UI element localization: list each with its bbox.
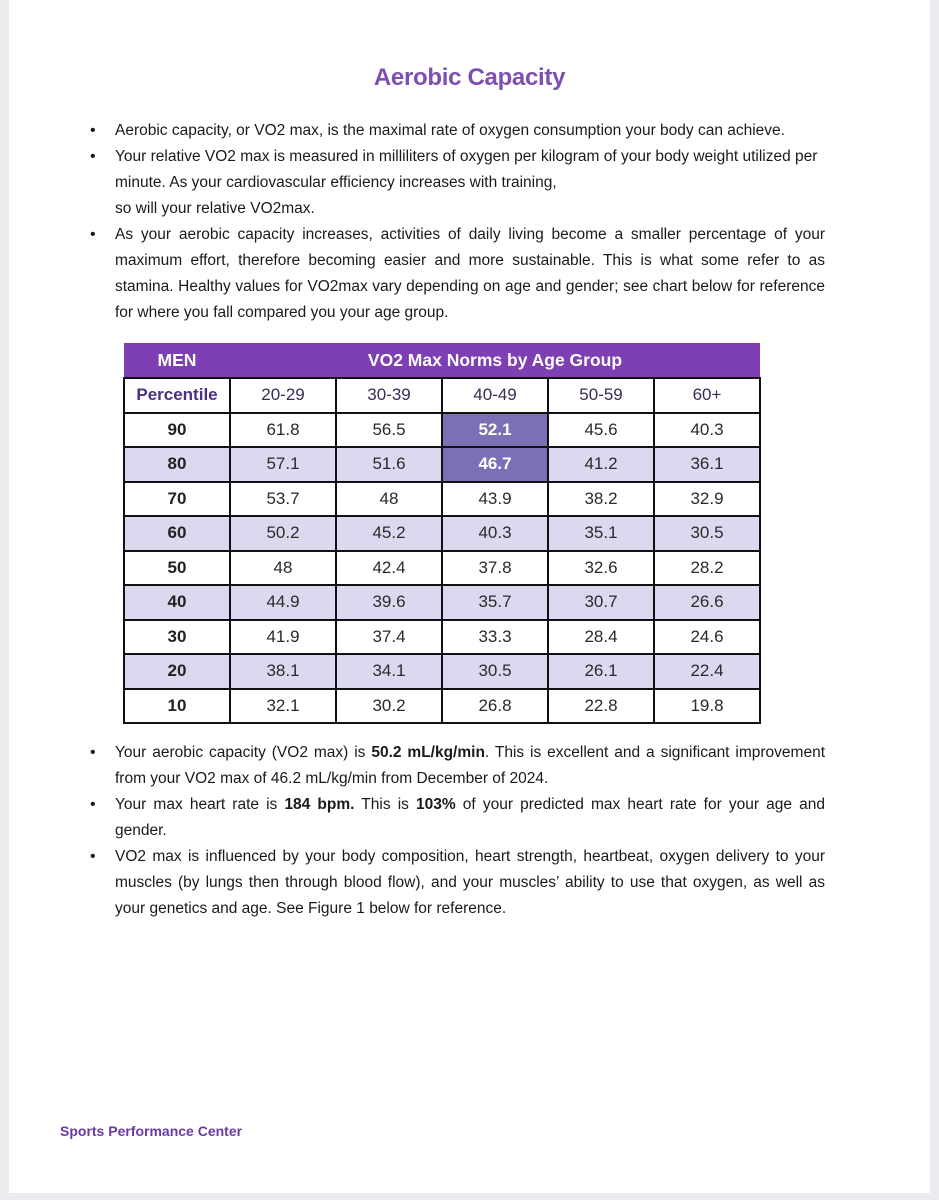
percentile-cell: 30 <box>124 620 230 655</box>
value-cell: 28.2 <box>654 551 760 586</box>
value-cell: 37.8 <box>442 551 548 586</box>
value-cell: 42.4 <box>336 551 442 586</box>
results-bullet-list <box>92 740 825 922</box>
value-cell: 19.8 <box>654 689 760 724</box>
value-cell: 37.4 <box>336 620 442 655</box>
table-row <box>124 447 760 482</box>
value-cell: 45.2 <box>336 516 442 551</box>
table-row <box>124 620 760 655</box>
value-cell: 38.1 <box>230 654 336 689</box>
value-cell: 51.6 <box>336 447 442 482</box>
value-cell: 48 <box>336 482 442 517</box>
table-row <box>124 413 760 448</box>
table-header-row <box>124 378 760 413</box>
value-cell: 26.6 <box>654 585 760 620</box>
bullet-relative-vo2-continued: so will your relative VO2max. <box>115 200 315 217</box>
percentile-cell: 40 <box>124 585 230 620</box>
value-cell: 44.9 <box>230 585 336 620</box>
value-cell: 40.3 <box>654 413 760 448</box>
bullet-relative-vo2-text: • Your relative VO2 max is measured in milliliters of oxygen per kilogram of your body weight utilized per minute. As your cardiovascular efficiency increases with training, <box>115 148 818 191</box>
percentile-cell: 50 <box>124 551 230 586</box>
percentile-cell: 80 <box>124 447 230 482</box>
percentile-cell: 90 <box>124 413 230 448</box>
vo2-suffix: . This is excellent and a significant improvement from your VO2 max of 46.2 mL/kg/min from December of 2024. <box>115 744 825 787</box>
value-cell: 22.8 <box>548 689 654 724</box>
value-cell: 41.2 <box>548 447 654 482</box>
value-cell: 38.2 <box>548 482 654 517</box>
value-cell: 33.3 <box>442 620 548 655</box>
value-cell: 41.9 <box>230 620 336 655</box>
bullet-relative-vo2 <box>92 144 825 222</box>
hr-value: 184 bpm. <box>284 796 355 813</box>
value-cell: 22.4 <box>654 654 760 689</box>
intro-bullet-list <box>92 118 825 326</box>
bullet-vo2-result <box>92 740 825 792</box>
bullet-vo2-definition: • Aerobic capacity, or VO2 max, is the maximal rate of oxygen consumption your body can achieve. <box>92 118 825 144</box>
age-header: 50-59 <box>548 378 654 413</box>
vo2-value: 50.2 mL/kg/min <box>371 744 485 761</box>
value-cell: 32.1 <box>230 689 336 724</box>
value-cell: 39.6 <box>336 585 442 620</box>
value-cell: 48 <box>230 551 336 586</box>
percentile-header: Percentile <box>124 378 230 413</box>
value-cell: 45.6 <box>548 413 654 448</box>
value-cell: 36.1 <box>654 447 760 482</box>
value-cell: 61.8 <box>230 413 336 448</box>
value-cell: 24.6 <box>654 620 760 655</box>
value-cell: 40.3 <box>442 516 548 551</box>
table-row <box>124 654 760 689</box>
value-cell: 32.6 <box>548 551 654 586</box>
value-cell: 46.7 <box>442 447 548 482</box>
value-cell: 35.7 <box>442 585 548 620</box>
age-header: 30-39 <box>336 378 442 413</box>
vo2-prefix: Your aerobic capacity (VO2 max) is <box>115 744 372 761</box>
page-title: Aerobic Capacity <box>373 64 566 91</box>
hr-middle: This is <box>354 796 417 813</box>
age-header: 60+ <box>654 378 760 413</box>
vo2-norms-table <box>123 343 761 724</box>
bullet-influence: • VO2 max is influenced by your body composition, heart strength, heartbeat, oxygen delivery to your muscles (by lungs then through blood flow), and your muscles’ ability to use that oxygen, as well as your genetics and age. See Figure 1 below for reference. <box>92 844 825 922</box>
value-cell: 26.1 <box>548 654 654 689</box>
percentile-cell: 20 <box>124 654 230 689</box>
value-cell: 56.5 <box>336 413 442 448</box>
percentile-cell: 60 <box>124 516 230 551</box>
value-cell: 43.9 <box>442 482 548 517</box>
table-row <box>124 585 760 620</box>
bullet-stamina: • As your aerobic capacity increases, activities of daily living become a smaller percentage of your maximum effort, therefore becoming easier and more sustainable. This is what some refer to as stamina. Healthy values for VO2max vary depending on age and gender; see chart below for reference for where you fall compared you your age group. <box>92 222 825 326</box>
bullet-heart-rate <box>92 792 825 844</box>
value-cell: 30.5 <box>654 516 760 551</box>
hr-prefix: Your max heart rate is <box>115 796 285 813</box>
value-cell: 53.7 <box>230 482 336 517</box>
value-cell: 26.8 <box>442 689 548 724</box>
table-caption: VO2 Max Norms by Age Group <box>230 343 760 378</box>
table-row <box>124 551 760 586</box>
value-cell: 30.5 <box>442 654 548 689</box>
age-header: 20-29 <box>230 378 336 413</box>
value-cell: 50.2 <box>230 516 336 551</box>
value-cell: 35.1 <box>548 516 654 551</box>
value-cell: 52.1 <box>442 413 548 448</box>
hr-percent: 103% <box>416 796 456 813</box>
value-cell: 34.1 <box>336 654 442 689</box>
hr-suffix: of your predicted max heart rate for your age and gender. <box>115 796 825 839</box>
table-group-label: MEN <box>124 343 230 378</box>
table-row <box>124 689 760 724</box>
percentile-cell: 10 <box>124 689 230 724</box>
percentile-cell: 70 <box>124 482 230 517</box>
table-row <box>124 516 760 551</box>
age-header: 40-49 <box>442 378 548 413</box>
value-cell: 32.9 <box>654 482 760 517</box>
footer-org-name: Sports Performance Center <box>60 1123 243 1139</box>
value-cell: 30.2 <box>336 689 442 724</box>
table-title-row <box>124 343 760 378</box>
table-row <box>124 482 760 517</box>
value-cell: 30.7 <box>548 585 654 620</box>
value-cell: 28.4 <box>548 620 654 655</box>
table-body <box>124 413 760 724</box>
value-cell: 57.1 <box>230 447 336 482</box>
